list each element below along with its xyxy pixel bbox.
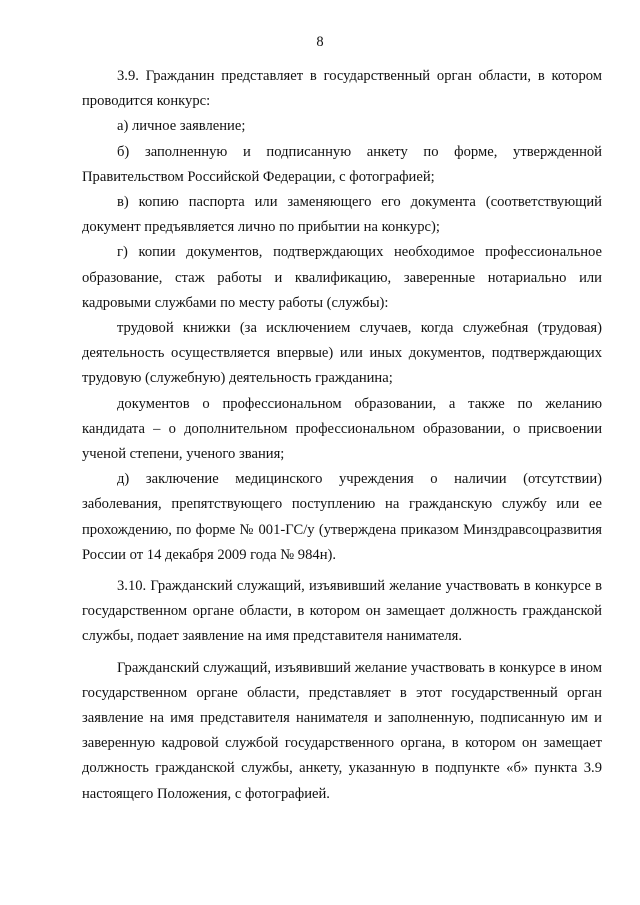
paragraph-item-d: д) заключение медицинского учреждения о наличии (отсутствии) заболевания, препятствующего поступлению на гражданскую службу или ее прохождению, по форме № 001-ГС/у (утверждена приказом Минздравсоцразвития России от 14 декабря 2009 года № 984н).: [82, 471, 602, 563]
paragraph-item-v: в) копию паспорта или заменяющего его документа (соответствующий документ предъявляется лично по прибытии на конкурс);: [82, 194, 602, 236]
paragraph-civil-servant-other-body: Гражданский служащий, изъявивший желание участвовать в конкурсе в ином государственном органе области, представляет в этот государственный орган заявление на имя представителя нанимателя и заполненную, подписанную им и заверенную кадровой службой государственного органа, в котором он замещает должность гражданской службы, анкету, указанную в подпункте «б» пункта 3.9 настоящего Положения, с фотографией.: [82, 659, 602, 802]
paragraph-item-b: б) заполненную и подписанную анкету по форме, утвержденной Правительством Российской Федерации, с фотографией;: [82, 143, 602, 185]
paragraph-item-a: а) личное заявление;: [117, 118, 246, 135]
document-body: [82, 64, 602, 807]
paragraph-education-docs: документов о профессиональном образовании, а также по желанию кандидата – о дополнительном профессиональном образовании, о присвоении ученой степени, ученого звания;: [82, 395, 602, 463]
paragraph-labor-book: трудовой книжки (за исключением случаев, когда служебная (трудовая) деятельность осуществляется впервые) или иных документов, подтверждающих трудовую (служебную) деятельность гражданина;: [82, 320, 602, 387]
paragraph-3-9-intro: 3.9. Гражданин представляет в государственный орган области, в котором проводится конкурс:: [82, 68, 602, 110]
paragraph-item-g: г) копии документов, подтверждающих необходимое профессиональное образование, стаж работы и квалификацию, заверенные нотариально или кадровыми службами по месту работы (службы):: [82, 244, 602, 311]
page-number: 8: [316, 34, 324, 50]
paragraph-3-10: 3.10. Гражданский служащий, изъявивший желание участвовать в конкурсе в государственном органе области, в котором он замещает должность гражданской службы, подает заявление на имя представителя нанимателя.: [82, 578, 602, 645]
